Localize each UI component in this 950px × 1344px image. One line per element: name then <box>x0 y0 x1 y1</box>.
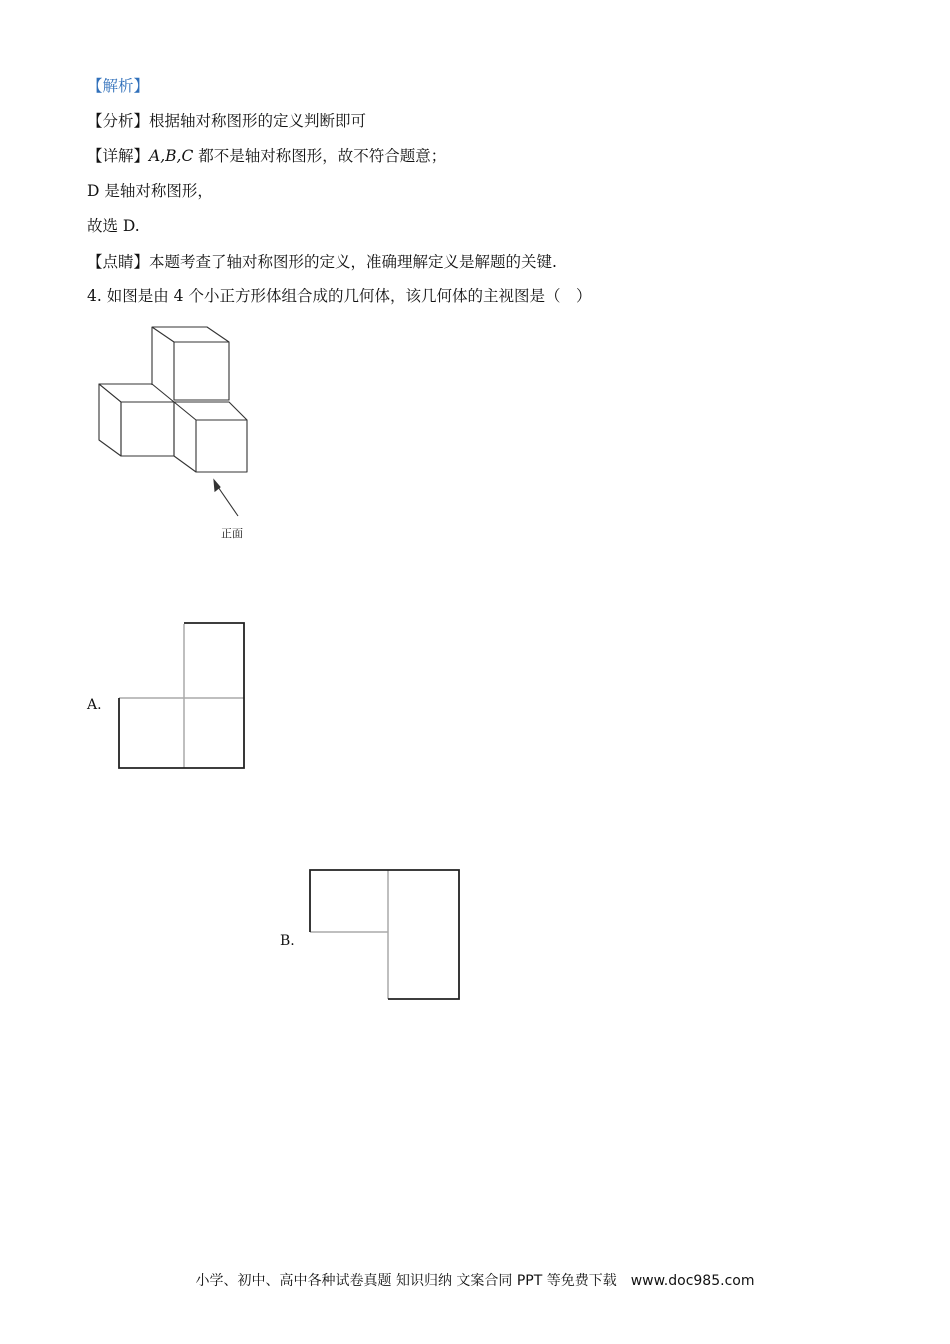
detail-line-3: 故选 D. <box>87 217 140 235</box>
footer-text: 小学、初中、高中各种试卷真题 知识归纳 文案合同 PPT 等免费下载 www.doc985.com <box>195 1273 755 1289</box>
question-number: 4. <box>87 287 102 305</box>
detail-letters: A,B,C <box>149 147 194 165</box>
detail-tag: 【详解】 <box>87 147 150 165</box>
detail-text: 都不是轴对称图形，故不符合题意； <box>193 147 447 165</box>
analysis-header: 【解析】 <box>87 77 150 95</box>
analysis-tag: 【分析】 <box>87 112 150 130</box>
detail-line-2: D 是轴对称图形， <box>87 182 213 200</box>
analysis-text: 根据轴对称图形的定义判断即可 <box>149 112 367 130</box>
comment-text: 本题考查了轴对称图形的定义，准确理解定义是解题的关键. <box>149 253 557 271</box>
question-text: 如图是由 4 个小正方形体组合成的几何体，该几何体的主视图是（ ） <box>101 287 592 305</box>
front-label: 正面 <box>221 527 243 540</box>
comment-tag: 【点睛】 <box>87 253 150 271</box>
option-a-label: A. <box>87 697 102 713</box>
option-b-label: B. <box>280 933 295 949</box>
option-b-outline <box>310 870 459 999</box>
